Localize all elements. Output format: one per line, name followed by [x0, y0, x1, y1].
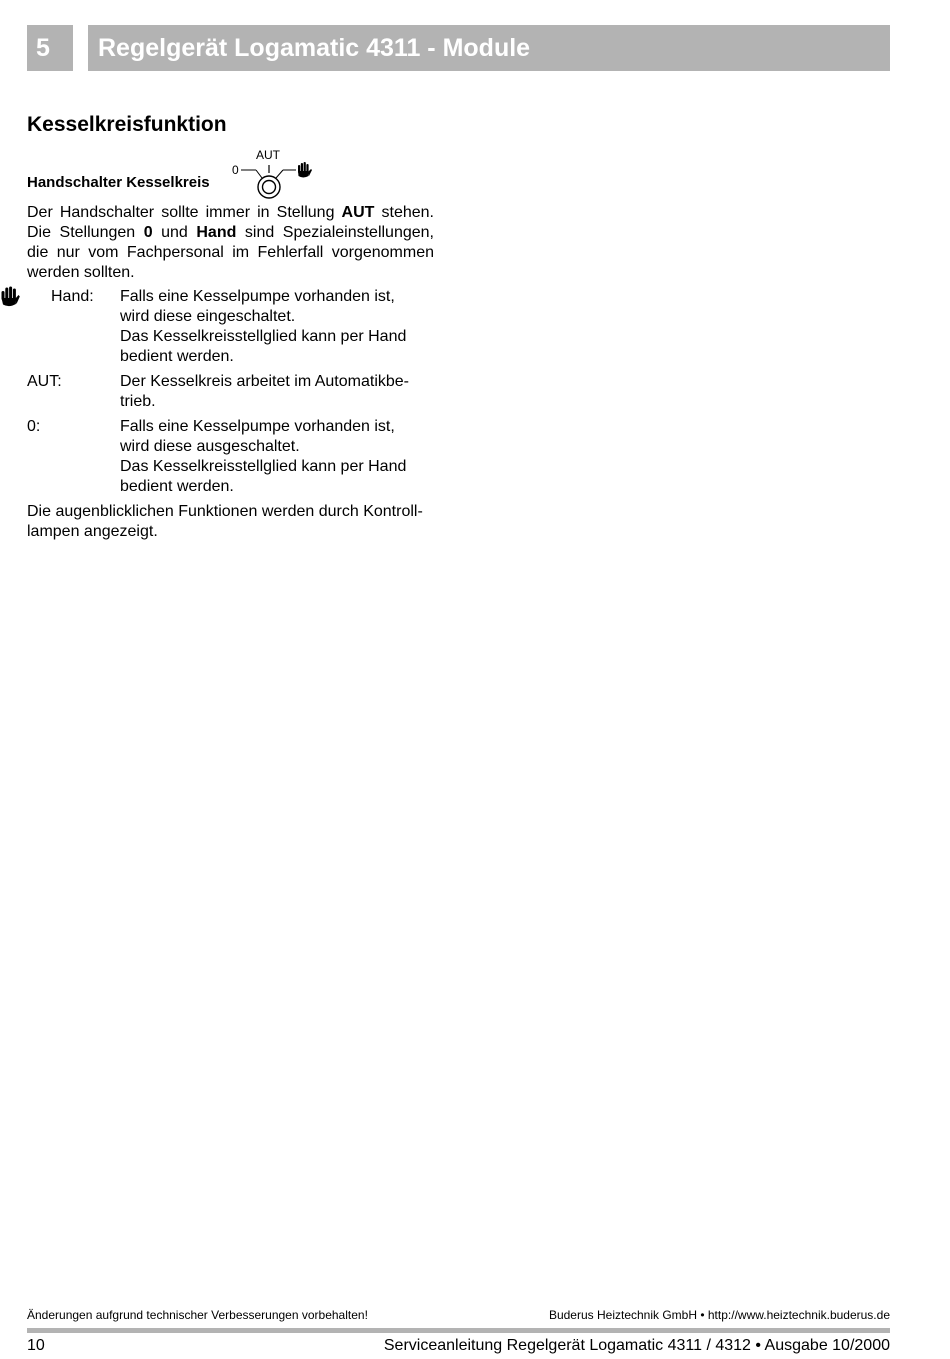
- intro-bold-aut: AUT: [341, 204, 375, 221]
- outro-paragraph: [27, 502, 434, 542]
- switch-diagram: [228, 148, 318, 200]
- definition-line: Falls eine Kesselpumpe vorhanden ist,: [120, 288, 395, 305]
- definition-term-aut: AUT:: [27, 373, 62, 390]
- outro-line: Die augenblicklichen Funktionen werden durch Kontroll-: [27, 503, 423, 520]
- chapter-title: Regelgerät Logamatic 4311 - Module: [88, 25, 890, 71]
- switch-label: Handschalter Kesselkreis: [27, 174, 210, 191]
- definition-desc-zero: [120, 417, 440, 497]
- intro-text-1: Der Handschalter sollte immer in Stellung: [27, 204, 342, 221]
- switch-aut-label: AUT: [256, 148, 280, 162]
- footer-disclaimer: Änderungen aufgrund technischer Verbesserungen vorbehalten!: [27, 1308, 368, 1322]
- intro-paragraph: [27, 203, 434, 283]
- definition-line: Der Kesselkreis arbeitet im Automatikbe-: [120, 373, 409, 390]
- footer-divider: [27, 1328, 890, 1333]
- definition-term-zero: 0:: [27, 418, 41, 435]
- intro-text-3: und: [152, 224, 197, 241]
- intro-text-4: sind Spezialeinstellungen, die nur vom Fachpersonal im Fehlerfall vorgenommen werden sollten.: [27, 224, 434, 281]
- intro-bold-zero: 0: [143, 224, 153, 241]
- definition-desc-aut: [120, 372, 440, 412]
- definition-line: wird diese ausgeschaltet.: [120, 438, 300, 455]
- definition-line: Das Kesselkreisstellglied kann per Hand: [120, 328, 407, 345]
- outro-line: lampen angezeigt.: [27, 523, 158, 540]
- section-title: Kesselkreisfunktion: [27, 113, 227, 136]
- intro-bold-hand: Hand: [196, 224, 237, 241]
- footer-company: Buderus Heiztechnik GmbH • http://www.heiztechnik.buderus.de: [548, 1308, 890, 1322]
- definition-line: Das Kesselkreisstellglied kann per Hand: [120, 458, 407, 475]
- page-number: 10: [27, 1337, 45, 1354]
- switch-zero-label: 0: [232, 163, 239, 177]
- definition-line: bedient werden.: [120, 348, 234, 365]
- document-title: Serviceanleitung Regelgerät Logamatic 4311 / 4312 • Ausgabe 10/2000: [383, 1337, 890, 1354]
- definition-line: Falls eine Kesselpumpe vorhanden ist,: [120, 418, 395, 435]
- definition-term-hand: Hand:: [51, 288, 94, 305]
- definition-line: trieb.: [120, 393, 156, 410]
- definition-desc-hand: [120, 287, 440, 367]
- definition-line: bedient werden.: [120, 478, 234, 495]
- definition-line: wird diese eingeschaltet.: [120, 308, 296, 325]
- intro-text-2: stehen. Die Stellungen: [27, 204, 434, 241]
- chapter-number: 5: [27, 25, 73, 71]
- hand-icon: [0, 286, 20, 308]
